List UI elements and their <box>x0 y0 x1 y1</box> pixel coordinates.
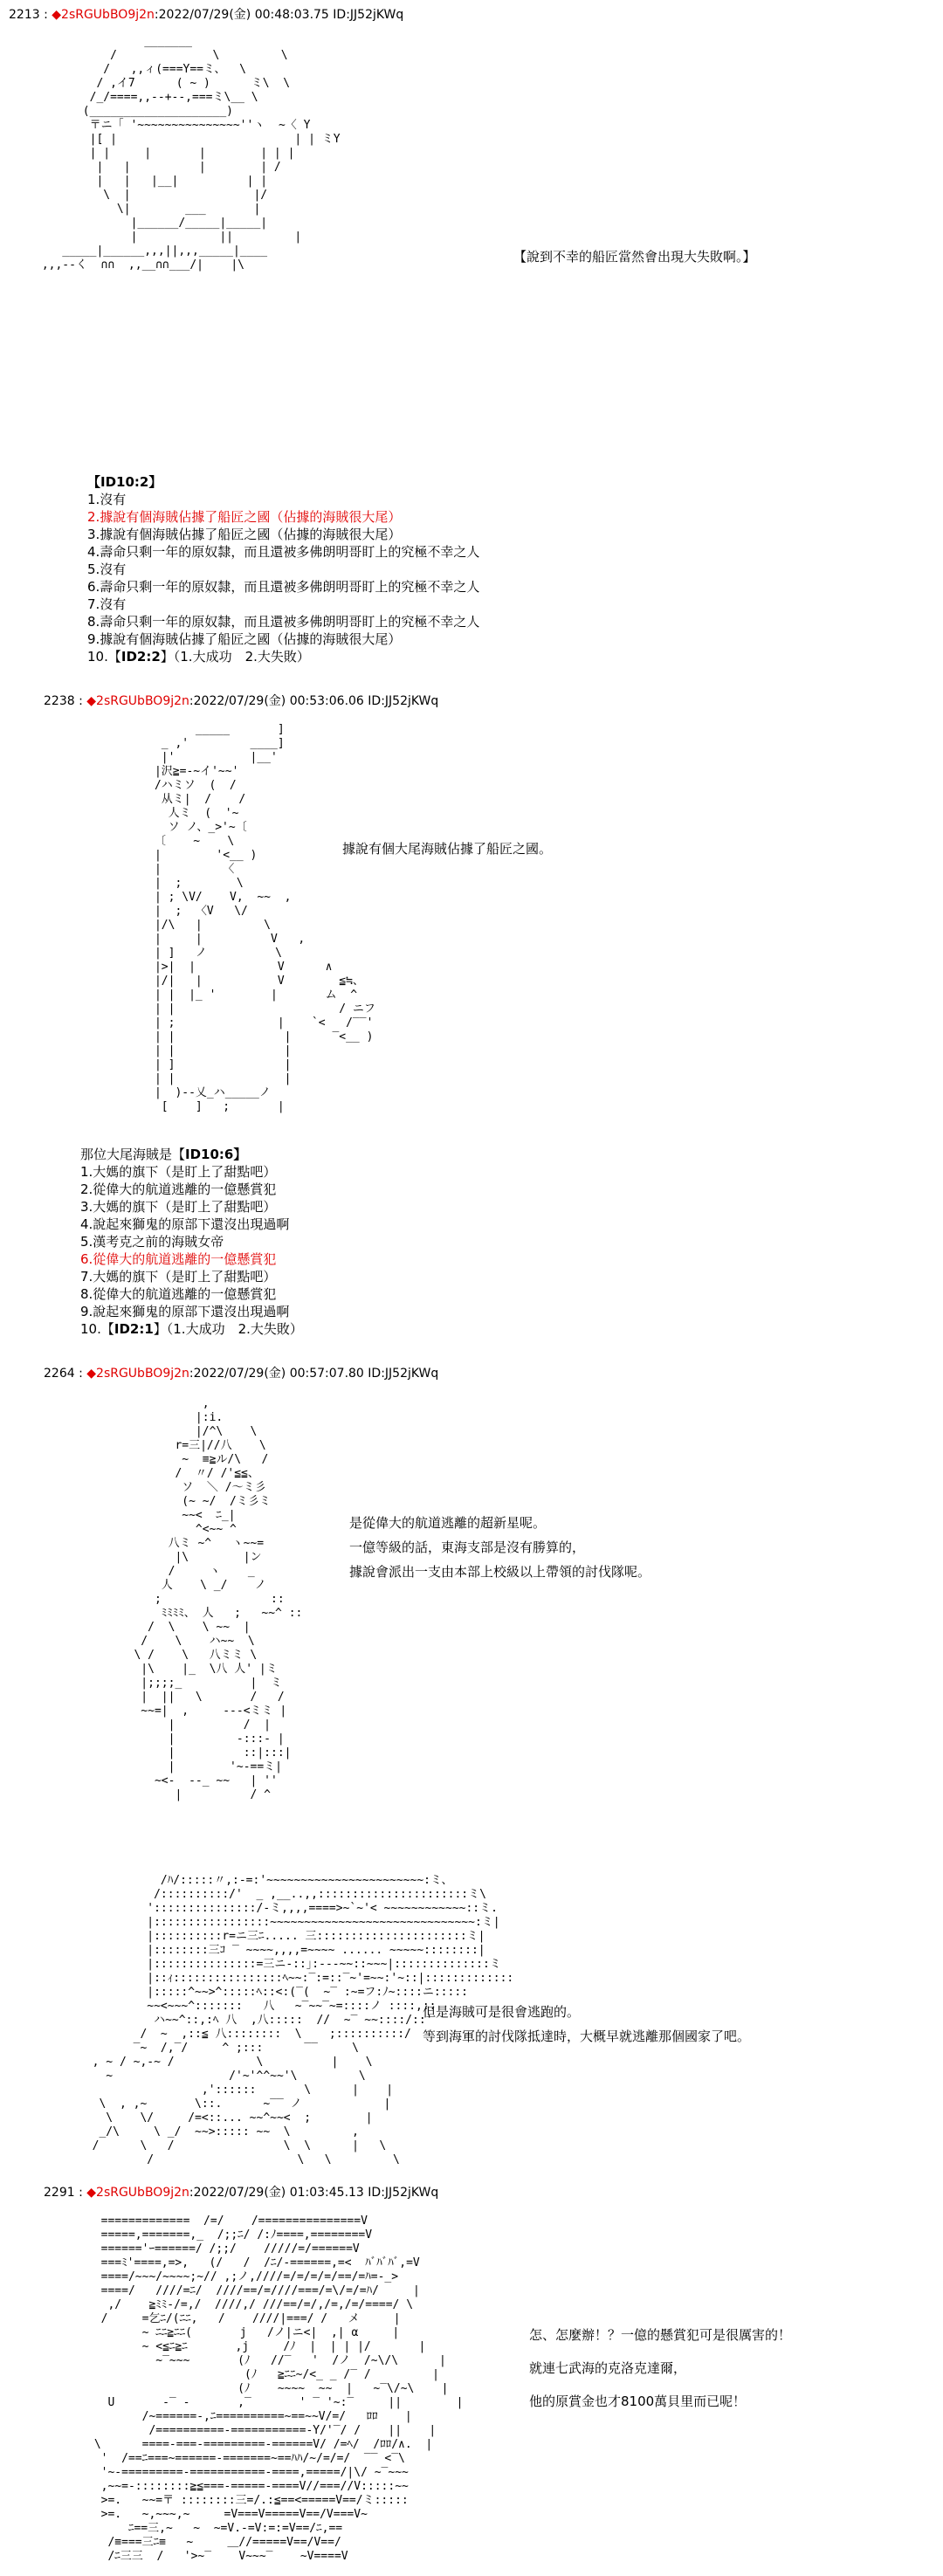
speech-line: 一億等級的話，東海支部是沒有勝算的， <box>349 1539 586 1555</box>
speech-block <box>349 1511 650 1584</box>
list-item: 4.說起來獅鬼的原部下還沒出現過啊 <box>80 1216 290 1232</box>
tripcode[interactable]: ◆2sRGUbBO9j2n <box>86 1367 189 1381</box>
list-item: 5.漢考克之前的海賊女帝 <box>80 1234 224 1250</box>
speech-line: 他的原賞金也才8100萬貝里而已呢！ <box>529 2393 747 2409</box>
list-item: 8.壽命只剩一年的原奴隸，而且還被多佛朗明哥盯上的究極不幸之人 <box>87 614 480 630</box>
list-item: 7.大媽的旗下（是盯上了甜點吧） <box>80 1269 277 1285</box>
list-item: 3.大媽的旗下（是盯上了甜點吧） <box>80 1199 277 1215</box>
list-item: 6.壽命只剩一年的原奴隸，而且還被多佛朗明哥盯上的究極不幸之人 <box>87 579 480 595</box>
list-item: 9.據說有個海賊佔據了船匠之國（佔據的海賊很大尾） <box>87 631 402 647</box>
list-item: 5.沒有 <box>87 561 127 577</box>
post-datetime: :2022/07/29(金) 00:48:03.75 ID:JJ52jKWq <box>154 8 404 22</box>
post-header-2291: 2291 : ◆2sRGUbBO9j2n:2022/07/29(金) 01:03:45.13 ID:JJ52jKWq <box>44 2186 439 2200</box>
post-datetime: :2022/07/29(金) 00:53:06.06 ID:JJ52jKWq <box>189 694 439 708</box>
speech-line: 怎、怎麼辦！？一億的懸賞犯可是很厲害的！ <box>529 2327 792 2343</box>
speech-text: 【說到不幸的船匠當然會出現大失敗啊。】 <box>513 249 756 265</box>
post-header-2213: 2213 : ◆2sRGUbBO9j2n:2022/07/29(金) 00:48:03.75 ID:JJ52jKWq <box>9 8 404 22</box>
speech-text: 據說有個大尾海賊佔據了船匠之國。 <box>342 841 553 857</box>
list-item-selected: 2.據說有個海賊佔據了船匠之國（佔據的海賊很大尾） <box>87 509 402 525</box>
ascii-art-ship-crew: /ﾊ/:::::〃,:-=:'~~~~~~~~~~~~~~~~~~~~~~~:ミ、 /::::::::::/' _ ,__..,,::::::::::::::::::::::ミ\ ':::::::::::::::/-ミ,,,,====>~`~'< ~~~~~~~~~~~~::ミ. |:::::::::::::::::~~~~~~~~~~~~~~~~~~~~~~~~~~~~~~:ミ| |::::::::::r=ニ三ﾆ..... 三::::::::::::::::::::::ミ| |::::::::三ｺ ‾ ~~~~,,,,=~~~~ ...... ~~~~~::::::::| |:::::::::::::::=三ニ-::｣:---~~::~~~|::::::::::::::ミ |::ｨ::::::::::::::::ﾍ~~:‾:=::‾~'=~~:'~::|::::::::::::: |:::::^~~>^:::::ﾍ::<:(‾( ~‾ :~=フ:ﾉ~::::ニ::::: ~~<~~~^::::::: 八 ~‾~~‾~=::::ノ ::::,:: ハ~~^::,:ﾍ 八 ,八::::: // ~‾ ~~::::/::' / ~ ,::≦ 八:::::::: \ ;::::::::::/ ‾~ /,‾/ ^ ;::: ‾‾ \ , ~ / ~,-~ / \ | \ ~ /'~'^^~~'\ \ ,':::::: \ | | \ , ,~ \::. ~‾‾ ノ | \ \/ /=<::... ~~^~~< ; | _/\ \ _/ ~~>::::: ~~ \ , / \ / \ \ | \ / \ \ \ <box>92 1874 514 2166</box>
speech-line: 據說會派出一支由本部上校級以上帶領的討伐隊呢。 <box>349 1564 651 1580</box>
ascii-art-pirate: , |:i. |/^\ \ r=三|//八 \ ~ ≡≧ル/\ / / 〃/ /'≦≦、 ソ ＼ /～ミ彡 (~ ~/ /ミ彡ミ ~~< ﾆ_| ^<~~ ^ 八ミ ~^ ヽ~~= |\ |ン / ヽ _ 人 \ _/ ノ ; :: ﾐﾐﾐﾐ、 人 ; ~~^ :: / \ \ ~~ | / \ ハ~~ \ \ / \ 八ミミ \ |\ |_ \八 人' |ミ |;;;;_ | ミ | || \ / / ~~=| , ---<ミミ | | / | | -:::- | | ::|:::| | '~-==ミ| ~<- --_ ~~ | '' | / ^ <box>134 1397 303 1801</box>
roll-title: 【ID10:2】 <box>87 474 162 490</box>
list-item: 1.沒有 <box>87 492 127 507</box>
tripcode[interactable]: ◆2sRGUbBO9j2n <box>86 2186 189 2200</box>
roll-title: 那位大尾海賊是【ID10:6】 <box>80 1147 247 1162</box>
ascii-art-panicking-character: ============= /=/ /===============V =====,=======,_ /;;ﾆ/ /:ﾉ====,========V ======'ｰ======/ /;;/ /////=/======V ===ﾐ'====,=>, (/ / /ﾆ/-======,=< ﾊﾞﾊﾞﾊﾞ,=V ====/~~~/~~~~;~// ,;ノ,////=/=/=/=/==/=ﾊ=-_> ====/ ////=ﾆ/ ////==/=////===/=\/=/=ﾊ/ | ,/ ≧ﾐﾐ-/=,/ ////,/ ///==/=/,/=,/=/====/ \ / =乞ﾆ/(ﾆﾆ, / ////|===/ / メ | ~ ﾆﾆ≧ﾆﾆ( j /ノ|ニ<| ,| α | ~ <≦ﾆ≧ﾆ ,j /ﾉ | | | |/ | ~‾~~~ (ﾉ //‾ ' /ノ /~\/\ | (ﾉ ≧ﾆﾆ~/<_ _ /‾ / | (ﾉ ~~~~ ~~ | ~‾\/~\ | U -‾ - ,‾ ' ‾ '~:‾ || | /~======-,ﾆ==========~==~~V/=/ ﾛﾛ | /==========-===========-Y/'‾/ / || | \ ====-===-=========-======V/ /=ﾍ/ /ﾛﾛ/∧. | ' /==ﾆ===~======-=======~==ﾊﾊ/~/=/=/ ‾‾ <‾\ '~-=========-===========-====,=====/|\/ ~‾~~~ ,~~=-::::::::≧≦===-=====-====V//===//V:::::~~ >=. ~~=〒 ::::::::三=/.:≦==<=====V==/ミ::::: >=. ~,~~~,~ =V===V=====V==/V===V~ ﾆ==三,~ ~ ~=V.-=V:=:=V==/ﾆ,== /≡===三ﾆ≡ ~ ＿//=====V==/V==/ /ﾆ三三 / '>~‾ V~~~‾ ~V====V <box>93 2214 464 2563</box>
ascii-art-captain: _______ / \ \ / ,,ィ(===Y==ミ、 \ / ,イ7 ( ~ ) ミ\ \ /_/====,,--+--,===ミ\__ \ (____________________) 〒ニ「 '~~~~~~~~~~~~~~~''ヽ ~〈 Y |[ | | | ミY | | | | | | | | | | | / | | |__| | | \ | |/ \| ___ | |______/_____|_____| | || | _____|______,,,||,,,_____|____ ,,,--く ∩∩ ,,__∩∩___/| |\ 【說到不幸的船匠當然會出現大失敗啊。】 【ID10:2】 1.沒有 2.據說有個海賊佔據了船匠之國（佔據的海賊很大尾） 3.據說有個海賊佔據了船匠之國（佔據的海賊很大尾） 4.壽命只剩一年的原奴隸，而且還被多佛朗明哥盯上的究極不幸之人 5.沒有 6.壽命只剩一年的原奴隸，而且還被多佛朗明哥盯上的究極不幸之人 7.沒有 8.壽命只剩一年的原奴隸，而且還被多佛朗明哥盯上的究極不幸之人 9.據說有個海賊佔據了船匠之國（佔據的海賊很大尾） 10.【ID2:2】（1.大成功 2.大失敗） 2238 : ◆2sRGUbBO9j2n:2022/07/29(金) 00:53:06.06 ID:JJ52jKWq _____ ] _ ,' ____] |' |__' |沢≧=-~イ'~~' /ハミソ ( / 从ミ| / / 人ミ ( '~ ソ ノ、_>'~〔 〔 ~ \ | '<__ ) | 〈 | ; \ | ; \V/ V, ~~ , | ; 〈V \/ |/\ | \ | | V , | ] ノ \ |>| | V ∧ |/| | V ≦≒、 | | |_ ' | ム ^ | | / ニフ | ; | `< /‾‾' | | | ‾<__ ) | | | | ] | | | | | )--乂_ハ_____ノ [ ] ; | 據說有個大尾海賊佔據了船匠之國。 那位大尾海賊是【ID10:6】 1.大媽的旗下（是盯上了甜點吧） 2.從偉大的航道逃離的一億懸賞犯 3.大媽的旗下（是盯上了甜點吧） 4.說起來獅鬼的原部下還沒出現過啊 5.漢考克之前的海賊女帝 6.從偉大的航道逃離的一億懸賞犯 7.大媽的旗下（是盯上了甜點吧） 8.從偉大的航道逃離的一億懸賞犯 9.說起來獅鬼的原部下還沒出現過啊 10.【ID2:1】（1.大成功 2.大失敗） 2264 : ◆2sRGUbBO9j2n:2022/07/29(金) 00:57:07.80 ID:JJ52jKWq , |:i. |/^\ \ r=三|//八 \ ~ ≡≧ル/\ / / 〃/ /'≦≦、 ソ ＼ /～ミ彡 (~ ~/ /ミ彡ミ ~~< ﾆ_| ^<~~ ^ 八ミ ~^ ヽ~~= |\ |ン / ヽ _ 人 \ _/ ノ ; :: ﾐﾐﾐﾐ、 人 ; ~~^ :: / \ \ ~~ | / \ ハ~~ \ \ / \ 八ミミ \ |\ |_ \八 人' |ミ |;;;;_ | ミ | || \ / / ~~=| , ---<ミミ | | / | | -:::- | | ::|:::| | '~-==ミ| ~<- --_ ~~ | '' | / ^ 是從偉大的航道逃離的超新星呢。 一億等級的話，東海支部是沒有勝算的， 據說會派出一支由本部上校級以上帶領的討伐隊呢。 /ﾊ/:::::〃,:-=:'~~~~~~~~~~~~~~~~~~~~~~~:ミ、 /::::::::::/' _ ,__..,,::::::::::::::::::::::ミ\ ':::::::::::::::/-ミ,,,,====>~`~'< ~~~~~~~~~~~~::ミ. |:::::::::::::::::~~~~~~~~~~~~~~~~~~~~~~~~~~~~~~:ミ| |::::::::::r=ニ三ﾆ..... 三::::::::::::::::::::::ミ| |::::::::三ｺ ‾ ~~~~,,,,=~~~~ ...... ~~~~~::::::::| |:::::::::::::::=三ニ-::｣:---~~::~~~|::::::::::::::ミ |::ｨ::::::::::::::::ﾍ~~:‾:=::‾~'=~~:'~::|::::::::::::: |:::::^~~>^:::::ﾍ::<:(‾( ~‾ :~=フ:ﾉ~::::ニ::::: ~~<~~~^::::::: 八 ~‾~~‾~=::::ノ ::::,:: ハ~~^::,:ﾍ 八 ,八::::: // ~‾ ~~::::/::' / ~ ,::≦ 八:::::::: \ ;::::::::::/ ‾~ /,‾/ ^ ;::: ‾‾ \ , ~ / ~,-~ / \ | \ ~ /'~'^^~~'\ \ ,':::::: \ | | \ , ,~ \::. ~‾‾ ノ | \ \/ /=<::... ~~^~~< ; | _/\ \ _/ ~~>::::: ~~ \ , / \ / \ \ | \ / \ \ \ 但是海賊可是很會逃跑的。 等到海軍的討伐隊抵達時，大概早就逃離那個國家了吧。 2291 : ◆2sRGUbBO9j2n:2022/07/29(金) 01:03:45.13 ID:JJ52jKWq ============= /=/ /===============V =====,=======,_ /;;ﾆ/ /:ﾉ====,========V ======'ｰ======/ /;;/ /////=/======V ===ﾐ'====,=>, (/ / /ﾆ/-======,=< ﾊﾞﾊﾞﾊﾞ,=V ====/~~~/~~~~;~// ,;ノ,////=/=/=/=/==/=ﾊ=-_> ====/ ////=ﾆ/ ////==/=////===/=\/=/=ﾊ/ | ,/ ≧ﾐﾐ-/=,/ ////,/ ///==/=/,/=,/=/====/ \ / =乞ﾆ/(ﾆﾆ, / ////|===/ / メ | ~ ﾆﾆ≧ﾆﾆ( j /ノ|ニ<| ,| α | ~ <≦ﾆ≧ﾆ ,j /ﾉ | | | |/ | ~‾~~~ (ﾉ //‾ ' /ノ /~\/\ | (ﾉ ≧ﾆﾆ~/<_ _ /‾ / | (ﾉ ~~~~ ~~ | ~‾\/~\ | U -‾ - ,‾ ' ‾ '~:‾ || | /~======-,ﾆ==========~==~~V/=/ ﾛﾛ | /==========-===========-Y/'‾/ / || | \ ====-===-=========-======V/ /=ﾍ/ /ﾛﾛ/∧. | ' /==ﾆ===~======-=======~==ﾊﾊ/~/=/=/ ‾‾ <‾\ '~-=========-===========-====,=====/|\/ ~‾~~~ ,~~=-::::::::≧≦===-=====-====V//===//V:::::~~ >=. ~~=〒 ::::::::三=/.:≦==<=====V==/ミ::::: >=. ~,~~~,~ =V===V=====V==/V===V~ ﾆ==三,~ ~ ~=V.-=V:=:=V==/ﾆ,== /≡===三ﾆ≡ ~ ＿//=====V==/V==/ /ﾆ三三 / '>~‾ V~~~‾ ~V====V 怎、怎麼辦！？一億的懸賞犯可是很厲害的！ 就連七武海的克洛克達爾， 他的原賞金也才8100萬貝里而已呢！ <box>41 35 792 2563</box>
list-item: 4.壽命只剩一年的原奴隸，而且還被多佛朗明哥盯上的究極不幸之人 <box>87 544 480 560</box>
ascii-art-standing-figure: _____ ] _ ,' ____] |' |__' |沢≧=-~イ'~~' /ハミソ ( / 从ミ| / / 人ミ ( '~ ソ ノ、_>'~〔 〔 ~ \ | '<__ ) | 〈 | ; \ | ; \V/ V, ~~ , | ; 〈V \/ |/\ | \ | | V , | ] ノ \ |>| | V ∧ |/| | V ≦≒、 | | |_ ' | ム ^ | | / ニフ | ; | `< /‾‾' | | | ‾<__ ) | | | | ] | | | | | )--乂_ハ_____ノ [ ] ; | <box>154 723 375 1113</box>
roll-final: 10.【ID2:1】（1.大成功 2.大失敗） <box>80 1321 303 1337</box>
list-item: 7.沒有 <box>87 596 127 612</box>
post-number: 2213 <box>9 8 40 22</box>
post-number: 2238 <box>44 694 75 708</box>
post-header-2264: 2264 : ◆2sRGUbBO9j2n:2022/07/29(金) 00:57:07.80 ID:JJ52jKWq <box>44 1367 439 1381</box>
list-item: 2.從偉大的航道逃離的一億懸賞犯 <box>80 1181 277 1197</box>
tripcode[interactable]: ◆2sRGUbBO9j2n <box>86 694 189 708</box>
list-item-selected: 6.從偉大的航道逃離的一億懸賞犯 <box>80 1251 277 1267</box>
post-number: 2291 <box>44 2186 75 2200</box>
post-datetime: :2022/07/29(金) 00:57:07.80 ID:JJ52jKWq <box>189 1367 439 1381</box>
speech-line: 就連七武海的克洛克達爾， <box>529 2360 687 2376</box>
list-item: 3.據說有個海賊佔據了船匠之國（佔據的海賊很大尾） <box>87 527 402 542</box>
speech-block <box>423 2000 750 2049</box>
speech-line: 等到海軍的討伐隊抵達時，大概早就逃離那個國家了吧。 <box>423 2028 751 2044</box>
speech-line: 是從偉大的航道逃離的超新星呢。 <box>349 1515 547 1531</box>
roll-list-2238 <box>80 1146 303 1338</box>
list-item: 9.說起來獅鬼的原部下還沒出現過啊 <box>80 1304 290 1319</box>
tripcode[interactable]: ◆2sRGUbBO9j2n <box>52 8 155 22</box>
roll-final: 10.【ID2:2】（1.大成功 2.大失敗） <box>87 649 310 665</box>
list-item: 8.從偉大的航道逃離的一億懸賞犯 <box>80 1286 277 1302</box>
speech-line: 但是海賊可是很會逃跑的。 <box>423 2004 581 2020</box>
speech-block <box>529 2323 791 2414</box>
list-item: 1.大媽的旗下（是盯上了甜點吧） <box>80 1164 277 1180</box>
post-header-2238: 2238 : ◆2sRGUbBO9j2n:2022/07/29(金) 00:53:06.06 ID:JJ52jKWq <box>44 694 439 708</box>
post-datetime: :2022/07/29(金) 01:03:45.13 ID:JJ52jKWq <box>189 2186 439 2200</box>
post-number: 2264 <box>44 1367 75 1381</box>
roll-list-2213 <box>87 473 479 665</box>
